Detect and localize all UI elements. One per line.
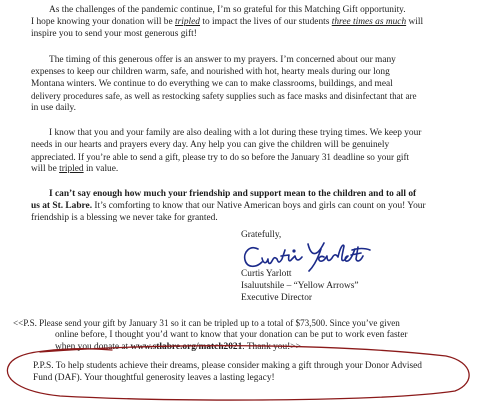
gratitude-line-1: I can’t say enough how much your friendship and support mean to the children and to all of bbox=[49, 189, 417, 199]
family-line-3: appreciated. If you’re able to send a gift, please try to do so before the January 31 deadline so your gift bbox=[31, 152, 410, 162]
intro-line-1: As the challenges of the pandemic continue, I’m so grateful for this Matching Gift opportunity. bbox=[49, 5, 406, 15]
timing-line-5: in use daily. bbox=[31, 103, 76, 113]
signer-title: Executive Director bbox=[241, 293, 313, 303]
intro-text: to impact the lives of our students bbox=[200, 17, 332, 27]
family-text: will be bbox=[31, 164, 60, 174]
pps-line-2: Fund (DAF). Your thoughtful generosity leaves a lasting legacy! bbox=[33, 373, 275, 383]
family-text: in value. bbox=[83, 164, 119, 174]
gratitude-bold: us at St. Labre. bbox=[31, 201, 93, 211]
ps-line-2: online before, I thought you’d want to know that your donation can be put to work even faster bbox=[55, 330, 408, 340]
intro-text: I hope knowing your donation will be bbox=[31, 17, 175, 27]
timing-line-3: Montana winters. We continue to do everything we can to make classrooms, buildings, and meal bbox=[31, 79, 393, 89]
intro-line-3: inspire you to send your most generous gift! bbox=[31, 29, 197, 39]
timing-line-1: The timing of this generous offer is an answer to my prayers. I’m concerned about our many bbox=[49, 55, 396, 65]
family-line-2: needs in our hearts and prayers every day. Any help you can give the children will be genuinely bbox=[31, 140, 390, 150]
signer-name: Curtis Yarlott bbox=[241, 269, 292, 279]
timing-line-2: expenses to keep our children warm, safe, and nourished with hot, hearty meals during our long bbox=[31, 67, 390, 77]
gratitude-line-3: friendship is a blessing we never take for granted. bbox=[31, 213, 218, 223]
valediction: Gratefully, bbox=[241, 230, 282, 240]
donation-url: www.stlabre.org/match2021 bbox=[130, 342, 243, 352]
ps-line-1: <<P.S. Please send your gift by January 31 so it can be tripled up to a total of $73,500. Since you’ve given bbox=[13, 318, 400, 328]
timing-line-4: delivery procedures safe, as well as restocking safety supplies such as face masks and disinfectant that are bbox=[31, 91, 417, 101]
tripled-emphasis: tripled bbox=[59, 164, 84, 174]
ps-text: when you donate at bbox=[55, 342, 131, 352]
pps-line-1: P.P.S. To help students achieve their dreams, please consider making a gift through your Donor Advised bbox=[33, 361, 422, 371]
tripled-emphasis: tripled bbox=[175, 17, 200, 27]
gratitude-text: It’s comforting to know that our Native American boys and girls can count on you! Your bbox=[92, 201, 426, 211]
family-line-1: I know that you and your family are also dealing with a lot during these trying times. We keep your bbox=[49, 128, 422, 138]
ps-text: . Thank you!>> bbox=[242, 342, 301, 352]
intro-text: will bbox=[406, 17, 424, 27]
three-times-emphasis: three times as much bbox=[331, 17, 407, 27]
signer-native-name: Isaluutshile – “Yellow Arrows” bbox=[241, 281, 359, 291]
